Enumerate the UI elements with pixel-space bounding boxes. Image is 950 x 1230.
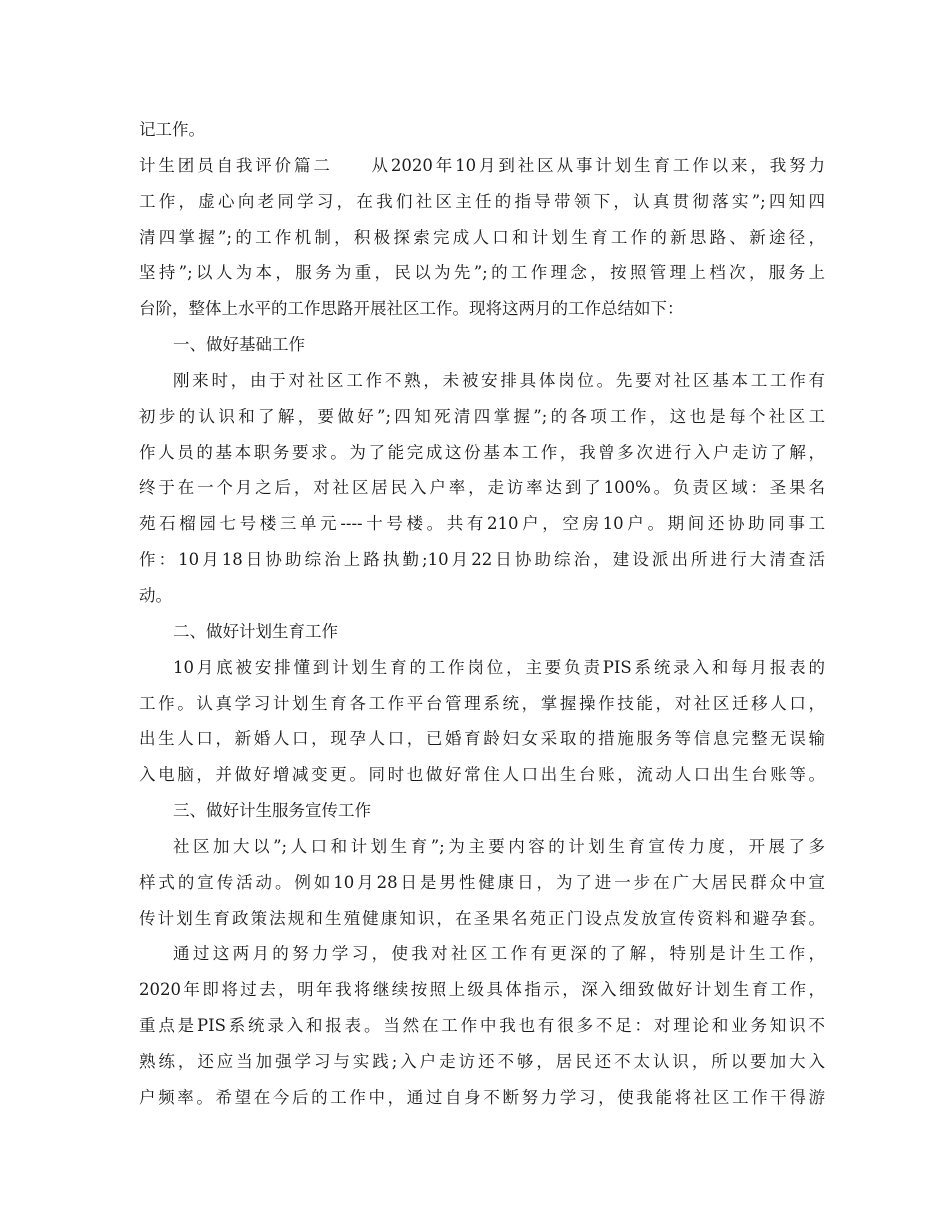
text-line: 作人员的基本职务要求。为了能完成这份基本工作，我曾多次进行入户走访了解， [139,442,825,462]
text-line: 样式的宣传活动。例如10月28日是男性健康日，为了进一步在广大居民群众中宣 [139,872,825,892]
document-body [139,112,825,1116]
text-line: 入电脑，并做好增减变更。同时也做好常住人口出生台账，流动人口出生台账等。 [139,765,825,785]
paragraph-first-line: 通过这两月的努力学习，使我对社区工作有更深的了解，特别是计生工作， [173,944,825,964]
text-line: 户频率。希望在今后的工作中，通过自身不断努力学习，使我能将社区工作干得游 [139,1087,825,1107]
text-line: 重点是PIS系统录入和报表。当然在工作中我也有很多不足：对理论和业务知识不 [139,1016,825,1036]
section-heading: 一、做好基础工作 [173,335,305,355]
text-line: 出生人口，新婚人口，现孕人口，已婚育龄妇女采取的措施服务等信息完整无误输 [139,729,825,749]
text-line: 熟练，还应当加强学习与实践;入户走访还不够，居民还不太认识，所以要加大入 [139,1051,825,1071]
text-line: 苑石榴园七号楼三单元----十号楼。共有210户，空房10户。期间还协助同事工 [139,514,825,534]
text-line: 工作，虚心向老同学习，在我们社区主任的指导带领下，认真贯彻落实”;四知四 [139,191,825,211]
section-heading: 二、做好计划生育工作 [173,621,338,641]
text-line: 工作。认真学习计划生育各工作平台管理系统，掌握操作技能，对社区迁移人口， [139,693,825,713]
text-line: 2020年即将过去，明年我将继续按照上级具体指示，深入细致做好计划生育工作， [139,980,825,1000]
text-line: 计生团员自我评价篇二 从2020年10月到社区从事计划生育工作以来，我努力 [139,155,825,175]
text-line: 传计划生育政策法规和生殖健康知识，在圣果名苑正门设点发放宣传资料和避孕套。 [139,908,825,928]
text-line: 动。 [139,585,172,605]
text-line: 作：10月18日协助综治上路执勤;10月22日协助综治，建设派出所进行大清查活 [139,550,825,570]
paragraph-first-line: 社区加大以”;人口和计划生育”;为主要内容的计划生育宣传力度，开展了多 [173,836,825,856]
text-line: 清四掌握”;的工作机制，积极探索完成人口和计划生育工作的新思路、新途径， [139,227,825,247]
section-heading: 三、做好计生服务宣传工作 [173,801,371,821]
text-line: 初步的认识和了解，要做好”;四知死清四掌握”;的各项工作，这也是每个社区工 [139,406,825,426]
paragraph-first-line: 刚来时，由于对社区工作不熟，未被安排具体岗位。先要对社区基本工工作有 [173,370,825,390]
text-line: 记工作。 [139,120,205,139]
text-line: 台阶，整体上水平的工作思路开展社区工作。现将这两月的工作总结如下： [139,299,684,319]
text-line: 终于在一个月之后，对社区居民入户率，走访率达到了100%。负责区域：圣果名 [139,478,825,498]
text-line: 坚持”;以人为本，服务为重，民以为先”;的工作理念，按照管理上档次，服务上 [139,263,825,283]
paragraph-first-line: 10月底被安排懂到计划生育的工作岗位，主要负责PIS系统录入和每月报表的 [173,657,825,677]
